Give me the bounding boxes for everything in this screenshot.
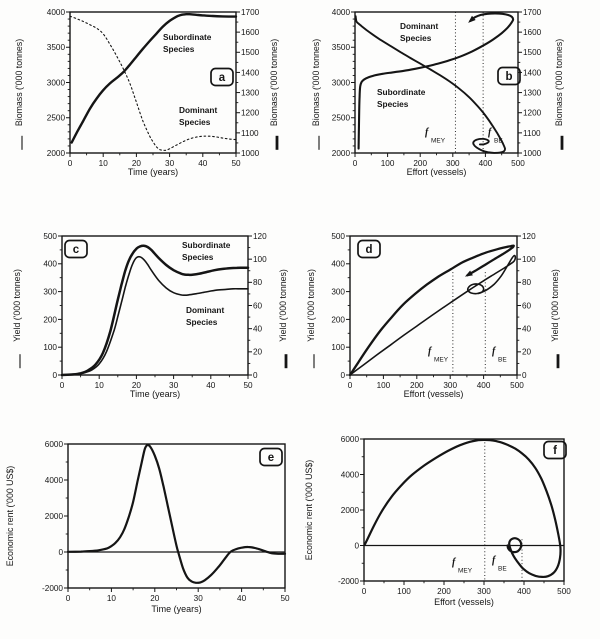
svg-text:-2000: -2000: [42, 583, 63, 593]
svg-text:0: 0: [352, 159, 358, 168]
svg-text:100: 100: [376, 381, 391, 390]
panel-label-c: [65, 241, 87, 258]
svg-text:0: 0: [340, 370, 345, 380]
svg-text:100: 100: [253, 255, 267, 265]
svg-text:a: a: [218, 72, 226, 84]
svg-text:4000: 4000: [340, 470, 359, 480]
svg-text:Effort (vessels): Effort (vessels): [406, 167, 467, 177]
svg-text:20: 20: [150, 594, 160, 603]
svg-text:6000: 6000: [340, 434, 359, 444]
effort-reference-label: [428, 346, 449, 364]
svg-text:500: 500: [331, 231, 345, 241]
svg-text:10: 10: [106, 594, 116, 603]
svg-text:BE: BE: [498, 356, 507, 364]
svg-text:30: 30: [165, 159, 175, 168]
svg-text:1600: 1600: [523, 28, 542, 38]
svg-text:60: 60: [522, 301, 532, 311]
svg-text:1400: 1400: [523, 68, 542, 78]
svg-text:20: 20: [522, 347, 532, 357]
svg-text:0: 0: [347, 381, 353, 390]
svg-text:Species: Species: [377, 99, 409, 109]
svg-text:0: 0: [361, 587, 367, 596]
svg-text:-2000: -2000: [338, 576, 359, 586]
panel-a-chart: [0, 0, 300, 213]
panel-label-e: [260, 449, 282, 466]
svg-text:f: f: [492, 555, 496, 566]
svg-text:Dominant: Dominant: [400, 21, 439, 31]
svg-text:1300: 1300: [241, 88, 260, 98]
svg-text:1200: 1200: [523, 108, 542, 118]
effort-reference-label: [492, 555, 507, 573]
svg-text:Time (years): Time (years): [151, 604, 202, 614]
svg-text:f: f: [428, 346, 432, 357]
svg-text:400: 400: [43, 259, 57, 269]
svg-text:3500: 3500: [46, 43, 65, 53]
svg-text:Effort (vessels): Effort (vessels): [403, 389, 464, 399]
svg-text:1000: 1000: [523, 148, 542, 158]
svg-text:MEY: MEY: [431, 137, 446, 145]
svg-text:4000: 4000: [44, 475, 63, 485]
svg-text:Species: Species: [400, 33, 432, 43]
svg-text:400: 400: [331, 259, 345, 269]
svg-text:f: f: [488, 127, 492, 138]
series-economic-rent: [68, 445, 285, 583]
svg-text:40: 40: [237, 594, 247, 603]
svg-text:Subordinate: Subordinate: [163, 32, 212, 42]
svg-text:BE: BE: [498, 565, 507, 573]
svg-text:Yield ('000 tonnes): Yield ('000 tonnes): [550, 269, 560, 342]
svg-text:1100: 1100: [523, 128, 541, 138]
svg-text:MEY: MEY: [458, 567, 473, 575]
svg-text:300: 300: [477, 587, 491, 596]
svg-text:d: d: [365, 244, 373, 256]
svg-text:f: f: [492, 346, 496, 357]
svg-text:Subordinate: Subordinate: [182, 240, 231, 250]
svg-text:400: 400: [478, 159, 493, 168]
svg-text:c: c: [72, 244, 80, 256]
svg-text:500: 500: [510, 381, 524, 390]
svg-text:400: 400: [517, 587, 531, 596]
effort-reference-label: [492, 346, 507, 364]
svg-text:80: 80: [522, 278, 532, 288]
series-dominant-species: [62, 257, 248, 375]
svg-text:Species: Species: [182, 252, 214, 262]
svg-text:1500: 1500: [523, 48, 542, 58]
svg-text:Biomass ('000 tonnes): Biomass ('000 tonnes): [14, 38, 24, 127]
svg-text:MEY: MEY: [434, 356, 449, 364]
svg-text:Biomass ('000 tonnes): Biomass ('000 tonnes): [269, 38, 279, 127]
svg-text:30: 30: [193, 594, 203, 603]
panel-label-d: [358, 241, 380, 258]
svg-text:4000: 4000: [331, 7, 350, 17]
svg-text:80: 80: [253, 278, 263, 288]
svg-text:0: 0: [52, 370, 57, 380]
panel-c-chart: [0, 213, 300, 426]
svg-text:Yield ('000 tonnes): Yield ('000 tonnes): [12, 269, 22, 342]
svg-text:200: 200: [43, 315, 57, 325]
svg-text:500: 500: [43, 231, 57, 241]
svg-text:Effort (vessels): Effort (vessels): [434, 597, 494, 607]
svg-text:1700: 1700: [241, 7, 260, 17]
svg-text:200: 200: [413, 159, 428, 168]
svg-text:1100: 1100: [241, 128, 259, 138]
svg-text:0: 0: [65, 594, 71, 603]
svg-text:50: 50: [243, 381, 253, 390]
panel-e-chart: [0, 426, 300, 639]
svg-text:10: 10: [94, 381, 104, 390]
svg-text:100: 100: [397, 587, 411, 596]
trajectory-arrowhead: [465, 271, 473, 277]
svg-text:10: 10: [98, 159, 108, 168]
svg-text:Economic rent ('000 US$): Economic rent ('000 US$): [5, 465, 15, 567]
svg-text:100: 100: [43, 343, 57, 353]
svg-text:2000: 2000: [46, 148, 65, 158]
svg-text:200: 200: [409, 381, 424, 390]
svg-text:Economic rent ('000 US$): Economic rent ('000 US$): [304, 459, 314, 561]
svg-text:Subordinate: Subordinate: [377, 87, 426, 97]
series-economic-rent: [365, 440, 561, 577]
svg-text:120: 120: [253, 231, 267, 241]
svg-text:b: b: [505, 71, 513, 83]
svg-text:120: 120: [522, 231, 536, 241]
svg-text:300: 300: [445, 159, 460, 168]
svg-text:2000: 2000: [44, 511, 63, 521]
svg-text:3500: 3500: [331, 43, 350, 53]
svg-text:300: 300: [443, 381, 458, 390]
svg-text:500: 500: [557, 587, 571, 596]
svg-text:BE: BE: [494, 137, 503, 145]
series-dominant-species: [350, 255, 515, 375]
svg-text:f: f: [452, 557, 456, 568]
svg-text:30: 30: [169, 381, 179, 390]
svg-text:1200: 1200: [241, 108, 260, 118]
svg-text:Yield ('000 tonnes): Yield ('000 tonnes): [278, 269, 288, 342]
svg-text:Dominant: Dominant: [186, 305, 225, 315]
svg-text:200: 200: [331, 315, 345, 325]
svg-text:Species: Species: [186, 317, 218, 327]
svg-text:Dominant: Dominant: [179, 105, 218, 115]
svg-text:40: 40: [522, 324, 532, 334]
svg-text:20: 20: [131, 381, 141, 390]
svg-text:300: 300: [331, 287, 345, 297]
series-subordinate-species: [350, 246, 514, 375]
svg-text:1300: 1300: [523, 88, 542, 98]
svg-text:Biomass ('000 tonnes): Biomass ('000 tonnes): [311, 38, 321, 127]
svg-text:100: 100: [522, 255, 536, 265]
svg-text:3000: 3000: [331, 78, 350, 88]
svg-text:e: e: [267, 452, 275, 464]
svg-text:50: 50: [280, 594, 290, 603]
svg-text:0: 0: [58, 547, 63, 557]
svg-text:100: 100: [380, 159, 395, 168]
svg-text:Species: Species: [163, 44, 195, 54]
svg-text:40: 40: [206, 381, 216, 390]
effort-reference-label: [425, 127, 446, 145]
panel-label-a: [211, 69, 233, 86]
svg-text:1000: 1000: [241, 148, 260, 158]
svg-text:300: 300: [43, 287, 57, 297]
svg-text:6000: 6000: [44, 439, 63, 449]
svg-text:0: 0: [354, 541, 359, 551]
svg-text:50: 50: [231, 159, 241, 168]
effort-reference-label: [452, 557, 473, 575]
svg-text:1400: 1400: [241, 68, 260, 78]
svg-text:400: 400: [476, 381, 491, 390]
svg-text:40: 40: [198, 159, 208, 168]
panel-d-chart: [300, 213, 600, 426]
panel-f-chart: [300, 426, 600, 639]
svg-text:0: 0: [522, 370, 527, 380]
svg-text:60: 60: [253, 301, 263, 311]
svg-text:2000: 2000: [340, 505, 359, 515]
panel-b-chart: [300, 0, 600, 213]
svg-text:200: 200: [437, 587, 451, 596]
svg-text:0: 0: [67, 159, 73, 168]
svg-text:40: 40: [253, 324, 263, 334]
svg-text:Time (years): Time (years): [127, 167, 179, 177]
svg-text:Species: Species: [179, 117, 211, 127]
svg-text:20: 20: [253, 347, 263, 357]
svg-text:f: f: [425, 127, 429, 138]
svg-text:Time (years): Time (years): [129, 389, 181, 399]
svg-text:1500: 1500: [241, 48, 260, 58]
svg-text:2000: 2000: [331, 148, 350, 158]
svg-text:Yield ('000 tonnes): Yield ('000 tonnes): [306, 269, 316, 342]
svg-text:0: 0: [59, 381, 65, 390]
svg-text:2500: 2500: [331, 113, 350, 123]
svg-text:1700: 1700: [523, 7, 542, 17]
svg-text:500: 500: [511, 159, 525, 168]
svg-text:0: 0: [253, 370, 258, 380]
svg-text:20: 20: [131, 159, 141, 168]
panel-label-f: [544, 442, 566, 459]
svg-text:f: f: [553, 445, 557, 457]
panel-label-b: [498, 68, 520, 85]
svg-text:100: 100: [331, 343, 345, 353]
svg-text:1600: 1600: [241, 28, 260, 38]
svg-text:2500: 2500: [46, 113, 65, 123]
svg-text:3000: 3000: [46, 78, 65, 88]
svg-text:4000: 4000: [46, 7, 65, 17]
svg-text:Biomass ('000 tonnes): Biomass ('000 tonnes): [554, 38, 564, 127]
